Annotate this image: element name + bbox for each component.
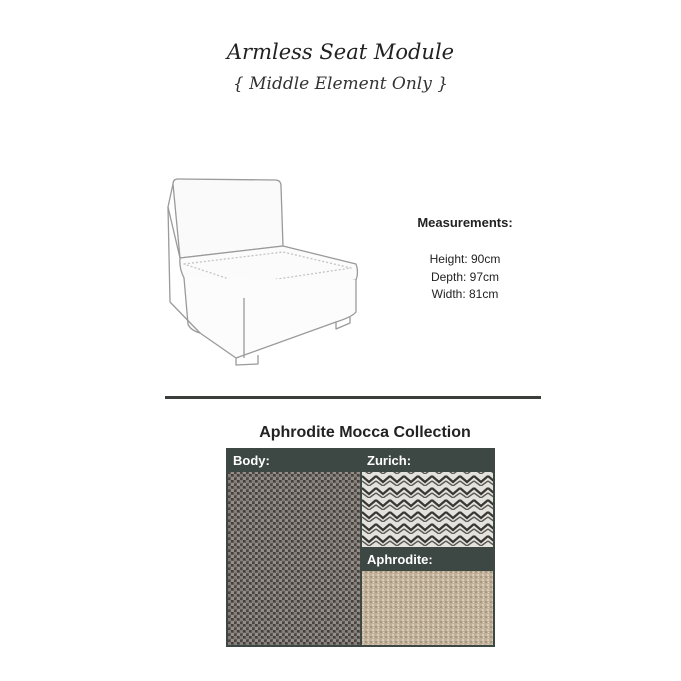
aphrodite-label: Aphrodite: — [362, 549, 493, 571]
height-value: Height: 90cm — [429, 252, 501, 266]
section-divider — [165, 396, 541, 399]
aphrodite-fabric-swatch — [360, 547, 495, 647]
measurements-title: Measurements: — [417, 215, 513, 230]
collection-title: Aphrodite Mocca Collection — [259, 424, 471, 441]
width-value: Width: 81cm — [431, 287, 499, 301]
armless-chair-illustration — [160, 172, 365, 372]
depth-value: Depth: 97cm — [430, 270, 500, 284]
body-fabric-texture — [228, 450, 362, 647]
page-title: Armless Seat Module — [226, 40, 455, 64]
page-subtitle: { Middle Element Only } — [232, 74, 449, 94]
body-label: Body: — [228, 450, 360, 472]
zurich-fabric-swatch — [360, 448, 495, 549]
body-fabric-swatch — [226, 448, 362, 647]
zurich-label: Zurich: — [362, 450, 493, 472]
